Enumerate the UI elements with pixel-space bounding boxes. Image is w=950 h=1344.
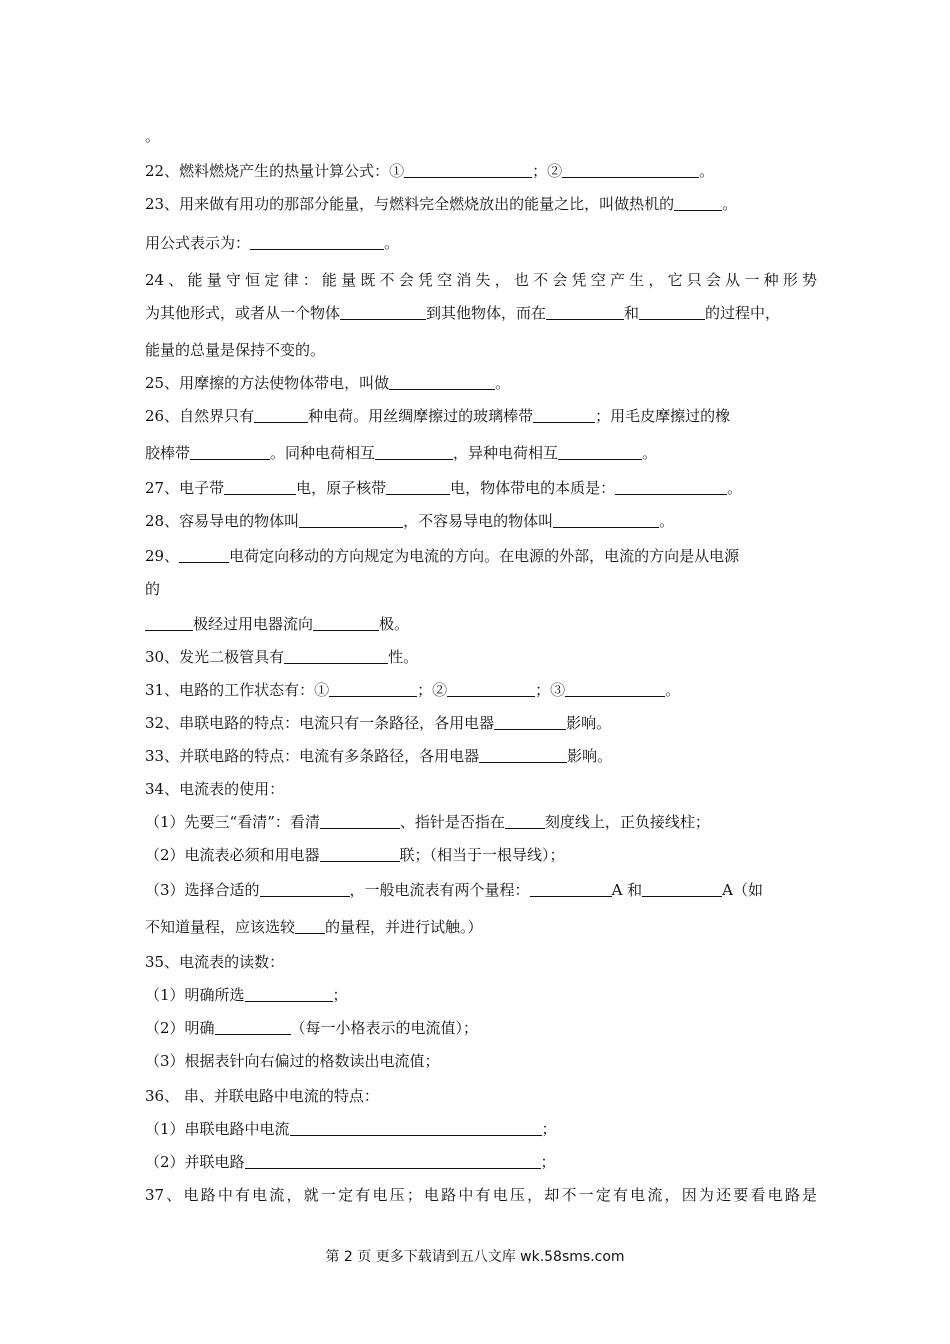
text-line <box>145 1051 817 1071</box>
line-text: 能量的总量是保持不变的。 <box>145 341 326 359</box>
line-text: 到其他物体，而在 <box>426 304 547 322</box>
question-25 <box>145 373 817 393</box>
answer-blank[interactable] <box>530 881 612 897</box>
line-text: （1）先要三“看清”：看清 <box>145 813 320 831</box>
answer-blank[interactable] <box>674 195 722 211</box>
line-text: A（如 <box>722 881 764 899</box>
line-text: ，异种电荷相互 <box>453 444 559 462</box>
question-23 <box>145 194 817 214</box>
line-text: 联；（相当于一根导线）； <box>399 846 565 864</box>
text-line <box>145 303 817 323</box>
line-text: （2）电流表必须和用电器 <box>145 846 320 864</box>
line-text: 29、 <box>145 547 180 565</box>
line-text: 。 <box>495 374 511 392</box>
answer-blank[interactable] <box>340 304 426 320</box>
answer-blank[interactable] <box>404 162 532 178</box>
answer-blank[interactable] <box>320 846 400 862</box>
text-line <box>145 126 817 146</box>
line-text: （2）明确 <box>145 1019 215 1037</box>
text-line <box>145 917 817 937</box>
question-26 <box>145 406 817 426</box>
answer-blank[interactable] <box>320 813 400 829</box>
line-text: 。 <box>727 479 743 497</box>
line-text: ，不容易导电的物体叫 <box>403 512 554 530</box>
text-line <box>145 340 817 360</box>
answer-blank[interactable] <box>145 615 193 631</box>
line-text: （每一小格表示的电流值）； <box>290 1019 479 1037</box>
line-text: 27、电子带 <box>145 479 225 497</box>
answer-blank[interactable] <box>615 479 727 495</box>
text-line <box>145 233 817 253</box>
text-line <box>145 614 817 634</box>
answer-blank[interactable] <box>565 681 665 697</box>
question-30 <box>145 647 817 667</box>
line-text: 22、燃料燃烧产生的热量计算公式：① <box>145 162 405 180</box>
page-footer: 第 2 页 更多下载请到五八文库 wk.58sms.com <box>325 1249 625 1265</box>
answer-blank[interactable] <box>386 479 450 495</box>
line-text: ； <box>332 986 348 1004</box>
line-text: 31、电路的工作状态有：① <box>145 681 330 699</box>
text-line <box>145 880 817 900</box>
answer-blank[interactable] <box>295 918 325 934</box>
line-text: （3）选择合适的 <box>145 881 260 899</box>
line-text: 影响。 <box>567 747 613 765</box>
line-text: 的过程中， <box>705 304 781 322</box>
line-text: （3）根据表针向右偏过的格数读出电流值； <box>145 1052 440 1070</box>
answer-blank[interactable] <box>215 1019 291 1035</box>
line-text: 。 <box>384 234 400 252</box>
text-line <box>145 443 817 463</box>
line-text: ；③ <box>535 681 566 699</box>
line-text: 。 <box>722 195 738 213</box>
question-31 <box>145 680 817 700</box>
line-text: 为其他形式，或者从一个物体 <box>145 304 341 322</box>
line-text: 。 <box>642 444 658 462</box>
line-text: 电，原子核带 <box>296 479 387 497</box>
answer-blank[interactable] <box>389 374 495 390</box>
line-text: 。 <box>665 681 681 699</box>
text-line <box>145 812 817 832</box>
line-text: 极经过用电器流向 <box>193 615 314 633</box>
line-text: 不知道量程，应该选较 <box>145 918 296 936</box>
line-text: 。同种电荷相互 <box>270 444 376 462</box>
line-text: 32、串联电路的特点：电流只有一条路径，各用电器 <box>145 714 495 732</box>
line-text: 胶棒带 <box>145 444 191 462</box>
line-text: ；② <box>532 162 563 180</box>
line-text: 刻度线上，正负接线柱； <box>544 813 710 831</box>
line-text: ； <box>540 1153 556 1171</box>
text-line <box>145 1018 817 1038</box>
line-text: ；用毛皮摩擦过的橡 <box>595 407 731 425</box>
question-35 <box>145 952 817 972</box>
answer-blank[interactable] <box>260 881 350 897</box>
question-36 <box>145 1086 817 1106</box>
line-text: （1）明确所选 <box>145 986 245 1004</box>
answer-blank[interactable] <box>553 512 659 528</box>
line-text: 。 <box>659 512 675 530</box>
answer-blank[interactable] <box>179 547 229 563</box>
line-text: 的 <box>145 580 161 598</box>
line-text: 的量程，并进行试触。） <box>325 918 483 936</box>
answer-blank[interactable] <box>375 444 453 460</box>
line-text: ，一般电流表有两个量程： <box>349 881 530 899</box>
line-text: 35、电流表的读数： <box>145 953 285 971</box>
line-text: 电，物体带电的本质是： <box>450 479 616 497</box>
line-text: 25、用摩擦的方法使物体带电，叫做 <box>145 374 390 392</box>
answer-blank[interactable] <box>494 714 566 730</box>
answer-blank[interactable] <box>447 681 535 697</box>
answer-blank[interactable] <box>562 162 699 178</box>
answer-blank[interactable] <box>533 407 595 423</box>
answer-blank[interactable] <box>299 512 403 528</box>
answer-blank[interactable] <box>642 881 722 897</box>
answer-blank[interactable] <box>313 615 379 631</box>
line-text: （2）并联电路 <box>145 1153 245 1171</box>
text-line <box>145 845 817 865</box>
question-27 <box>145 478 817 498</box>
question-37 <box>145 1185 817 1205</box>
line-text: ；② <box>417 681 448 699</box>
line-text: 37、电路中有电流，就一定有电压；电路中有电压，却不一定有电流，因为还要看电路是 <box>145 1186 817 1204</box>
answer-blank[interactable] <box>190 444 270 460</box>
line-text: 24、能量守恒定律：能量既不会凭空消失，也不会凭空产生，它只会从一种形势 <box>145 271 817 289</box>
line-text: 28、容易导电的物体叫 <box>145 512 300 530</box>
line-text: 种电荷。用丝绸摩擦过的玻璃棒带 <box>308 407 534 425</box>
answer-blank[interactable] <box>290 1120 542 1136</box>
question-34 <box>145 779 817 799</box>
line-text: 电荷定向移动的方向规定为电流的方向。在电源的外部，电流的方向是从电源 <box>229 547 740 565</box>
line-text: 26、自然界只有 <box>145 407 255 425</box>
line-text: 性。 <box>388 648 419 666</box>
answer-blank[interactable] <box>245 986 333 1002</box>
answer-blank[interactable] <box>224 479 296 495</box>
question-22 <box>145 161 817 181</box>
text-line <box>145 1119 817 1139</box>
line-text: 、指针是否指在 <box>399 813 505 831</box>
text-line <box>145 579 817 599</box>
line-text: 影响。 <box>566 714 612 732</box>
text-line <box>145 1152 817 1172</box>
line-text: 极。 <box>379 615 410 633</box>
question-28 <box>145 511 817 531</box>
answer-blank[interactable] <box>250 234 384 250</box>
line-text: A 和 <box>611 881 643 899</box>
question-29 <box>145 546 817 566</box>
line-text: （1）串联电路中电流 <box>145 1120 290 1138</box>
line-text: 30、发光二极管具有 <box>145 648 285 666</box>
text-line <box>145 985 817 1005</box>
line-text: 。 <box>699 162 715 180</box>
answer-blank[interactable] <box>479 747 567 763</box>
answer-blank[interactable] <box>639 304 705 320</box>
line-text: 33、并联电路的特点：电流有多条路径，各用电器 <box>145 747 480 765</box>
answer-blank[interactable] <box>254 407 308 423</box>
answer-blank[interactable] <box>505 813 545 829</box>
line-text: 23、用来做有用功的那部分能量，与燃料完全燃烧放出的能量之比，叫做热机的 <box>145 195 675 213</box>
question-32 <box>145 713 817 733</box>
line-text: 用公式表示为： <box>145 234 251 252</box>
question-24 <box>145 270 817 290</box>
line-text: 。 <box>145 127 161 145</box>
line-text: 34、电流表的使用： <box>145 780 285 798</box>
question-33 <box>145 746 817 766</box>
line-text: 和 <box>624 304 640 322</box>
answer-blank[interactable] <box>284 648 388 664</box>
line-text: ； <box>541 1120 557 1138</box>
answer-blank[interactable] <box>546 304 624 320</box>
answer-blank[interactable] <box>245 1153 541 1169</box>
answer-blank[interactable] <box>329 681 417 697</box>
line-text: 36、 串、并联电路中电流的特点： <box>145 1087 379 1105</box>
answer-blank[interactable] <box>558 444 642 460</box>
